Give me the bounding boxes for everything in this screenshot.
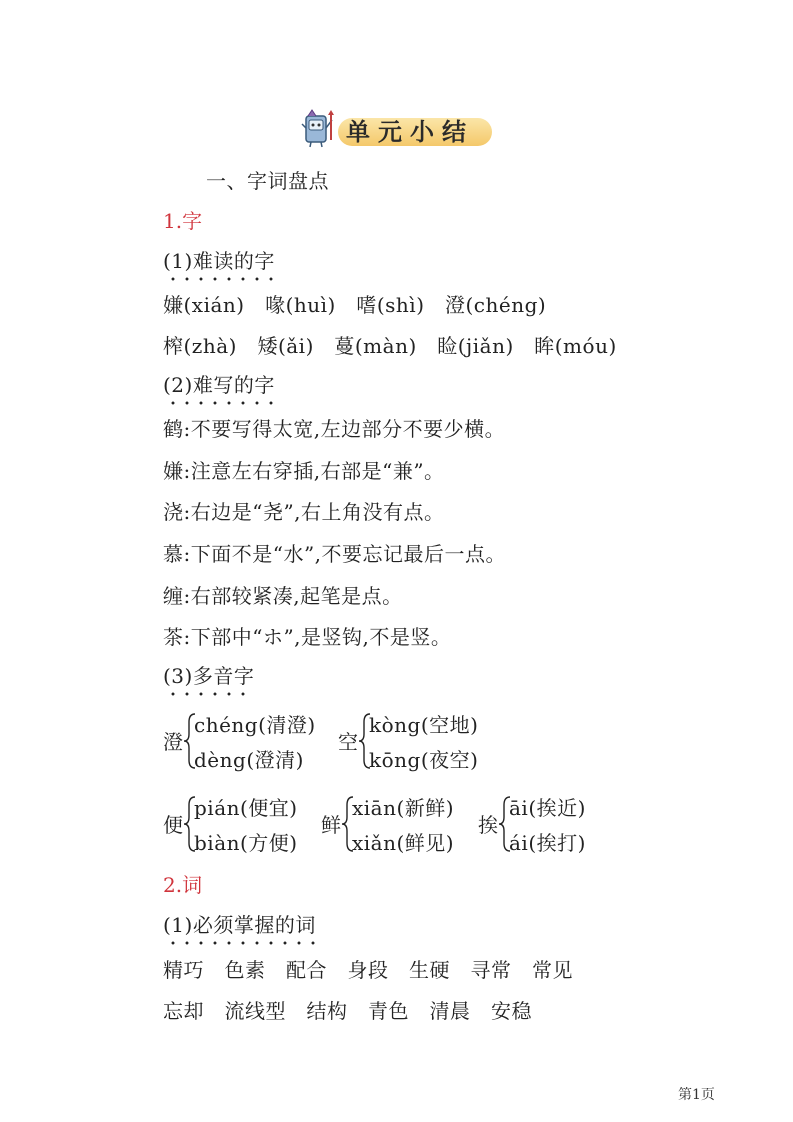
polyphone-reading: xiān(新鲜) xyxy=(352,796,455,820)
words-row-1: 精巧 色素 配合 身段 生硬 寻常 常见 xyxy=(163,958,573,982)
subheading-hard-to-write: (2)难写的字 xyxy=(163,372,275,398)
section-heading: 一、字词盘点 xyxy=(206,169,329,193)
emphasis-dots xyxy=(163,401,275,405)
polyphone-reading: xiǎn(鲜见) xyxy=(352,831,455,855)
page-number: 第1页 xyxy=(678,1087,715,1103)
polyphone-reading: biàn(方便) xyxy=(194,831,298,855)
polyphone-char: 空 xyxy=(338,730,359,754)
hard-write-item: 浇:右边是“尧”,右上角没有点。 xyxy=(163,500,445,524)
polyphone-reading: kòng(空地) xyxy=(369,713,479,737)
hard-write-item: 茶:下部中“ホ”,是竖钩,不是竖。 xyxy=(163,625,452,649)
words-row-2: 忘却 流线型 结构 青色 清晨 安稳 xyxy=(163,999,532,1023)
polyphone-reading: kōng(夜空) xyxy=(369,748,479,772)
emphasis-dots xyxy=(163,941,316,945)
subheading-polyphones: (3)多音字 xyxy=(163,663,254,689)
polyphone-reading: ái(挨打) xyxy=(509,831,586,855)
unit-summary-banner xyxy=(298,106,498,148)
subheading-must-know-words: (1)必须掌握的词 xyxy=(163,912,316,938)
hard-write-item: 缠:右部较紧凑,起笔是点。 xyxy=(163,584,403,608)
emphasis-dots xyxy=(163,277,275,281)
hard-read-row-1: 嫌(xián) 喙(huì) 嗜(shì) 澄(chéng) xyxy=(163,293,547,317)
hard-write-item: 嫌:注意左右穿插,右部是“兼”。 xyxy=(163,459,445,483)
hard-read-row-2: 榨(zhà) 矮(ǎi) 蔓(màn) 睑(jiǎn) 眸(móu) xyxy=(163,334,617,358)
part-heading-words: 2.词 xyxy=(163,873,203,897)
polyphone-reading: dèng(澄清) xyxy=(194,748,304,772)
page-title: 单元小结 xyxy=(346,118,474,146)
polyphone-char: 挨 xyxy=(478,813,499,837)
polyphone-char: 澄 xyxy=(163,730,184,754)
polyphone-char: 鲜 xyxy=(321,813,342,837)
book-mascot-icon xyxy=(298,106,338,148)
polyphone-char: 便 xyxy=(163,813,184,837)
hard-write-item: 慕:下面不是“水”,不要忘记最后一点。 xyxy=(163,542,507,566)
emphasis-dots xyxy=(163,692,254,696)
hard-write-item: 鹤:不要写得太宽,左边部分不要少横。 xyxy=(163,417,506,441)
polyphone-reading: āi(挨近) xyxy=(509,796,586,820)
polyphone-reading: chéng(清澄) xyxy=(194,713,316,737)
part-heading-characters: 1.字 xyxy=(163,209,203,233)
subheading-hard-to-read: (1)难读的字 xyxy=(163,248,275,274)
polyphone-reading: pián(便宜) xyxy=(194,796,298,820)
